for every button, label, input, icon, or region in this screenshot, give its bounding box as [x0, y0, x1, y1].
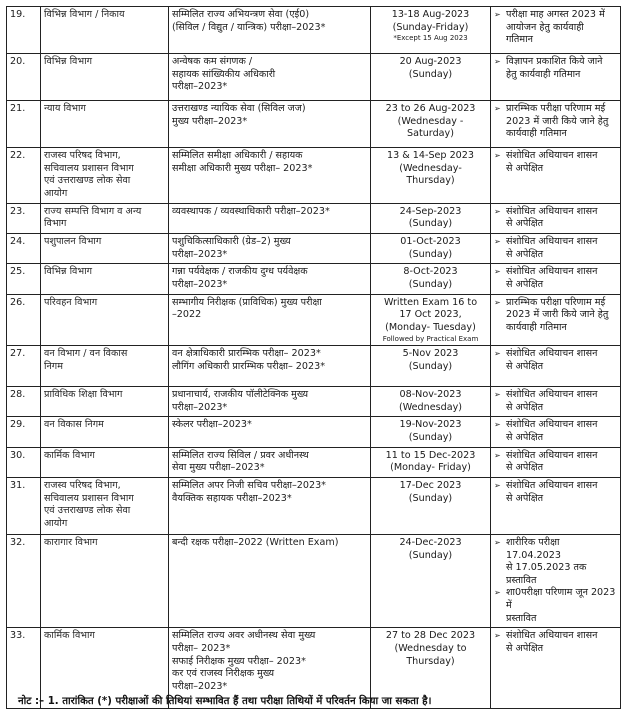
department-line: आयोग — [44, 187, 68, 199]
serial-number: 25. — [7, 264, 41, 294]
department-line: आयोग — [44, 517, 68, 529]
department-cell — [41, 534, 169, 628]
exam-date-line: Written Exam 16 to — [383, 296, 478, 308]
remark-line: परीक्षा माह अगस्त 2023 में — [506, 9, 605, 20]
exam-date-cell — [371, 101, 491, 148]
exam-date-cell — [371, 7, 491, 54]
arrow-bullet-icon: ➢ — [494, 104, 501, 113]
table-row — [7, 203, 621, 233]
table-row — [7, 386, 621, 416]
exam-date-cell — [371, 54, 491, 101]
exam-schedule-body — [7, 7, 621, 709]
remark-text — [506, 389, 617, 414]
exam-date-line: (Wednesday to — [394, 643, 467, 655]
remark-text — [506, 537, 617, 588]
arrow-bullet-icon: ➢ — [494, 10, 501, 19]
exam-name-line: सम्मिलित राज्य अभियन्त्रण सेवा (एई0) — [172, 9, 310, 20]
remark-line: गतिमान — [506, 34, 533, 46]
remark-line: से अपेक्षित — [506, 248, 544, 260]
exam-date-line: (Sunday) — [408, 431, 453, 443]
department-line: विभिन्न विभाग / निकाय — [44, 9, 125, 20]
remarks-cell — [491, 7, 621, 54]
remarks-cell — [491, 386, 621, 416]
remark-line: कार्यवाही गतिमान — [506, 321, 567, 333]
arrow-bullet-icon: ➢ — [494, 348, 501, 358]
remark-line: प्रस्तावित — [506, 612, 537, 624]
department-cell — [41, 345, 169, 386]
exam-date-line: 01-Oct-2023 — [400, 235, 461, 247]
table-row — [7, 294, 621, 345]
exam-name-line: सेवा मुख्य परीक्षा–2023* — [172, 462, 265, 474]
exam-date-line: 19-Nov-2023 — [399, 419, 462, 431]
department-line: पशुपालन विभाग — [44, 235, 102, 247]
exam-name-line: परीक्षा–2023* — [172, 248, 228, 260]
remark-line: से अपेक्षित — [506, 218, 544, 230]
remark-text — [506, 103, 617, 141]
serial-number: 21. — [7, 101, 41, 148]
serial-number: 31. — [7, 477, 41, 534]
exam-name-line: वन क्षेत्राधिकारी प्रारम्भिक परीक्षा– 2023* — [172, 347, 321, 359]
serial-number: 24. — [7, 233, 41, 263]
table-row — [7, 233, 621, 263]
department-cell — [41, 447, 169, 477]
remark-item — [494, 480, 617, 505]
exam-name-line: पशुचिकित्साधिकारी (ग्रेड–2) मुख्य — [172, 235, 291, 247]
remark-text — [506, 450, 617, 475]
remark-line: से अपेक्षित — [506, 401, 544, 413]
remark-item — [494, 150, 617, 175]
exam-date-line: 17-Dec 2023 — [399, 479, 462, 491]
remark-item — [494, 9, 617, 47]
exam-date-line: 13 & 14-Sep 2023 — [386, 150, 474, 161]
table-row — [7, 417, 621, 447]
remark-line: से अपेक्षित — [506, 462, 544, 474]
remark-line: से अपेक्षित — [506, 360, 544, 372]
department-line: वन विकास निगम — [44, 419, 104, 431]
exam-date-line: 24-Sep-2023 — [399, 205, 462, 217]
remark-item — [494, 450, 617, 475]
remark-line: से 17.05.2023 तक प्रस्तावित — [506, 562, 587, 586]
exam-date-note: Followed by Practical Exam — [382, 334, 479, 343]
remark-text — [506, 348, 617, 373]
remark-item — [494, 103, 617, 141]
exam-name-line: सम्मिलित अपर निजी सचिव परीक्षा–2023* — [172, 479, 326, 491]
remarks-cell — [491, 148, 621, 204]
remark-line: से अपेक्षित — [506, 162, 544, 174]
remark-text — [506, 587, 617, 625]
exam-name-line: परीक्षा–2023* — [172, 401, 228, 413]
exam-name-line: मुख्य परीक्षा–2023* — [172, 115, 248, 127]
remark-item — [494, 389, 617, 414]
remark-text — [506, 480, 617, 505]
remark-item — [494, 419, 617, 444]
table-row — [7, 534, 621, 628]
remark-item — [494, 587, 617, 625]
exam-name-line: सम्मिलित समीक्षा अधिकारी / सहायक — [172, 150, 303, 161]
remark-line: से अपेक्षित — [506, 278, 544, 290]
department-line: निगम — [44, 360, 63, 372]
exam-date-cell — [371, 294, 491, 345]
exam-name-line: अन्वेषक कम संगणक / — [172, 56, 253, 67]
exam-name-line: उत्तराखण्ड न्यायिक सेवा (सिविल जज) — [172, 103, 306, 114]
exam-date-line: (Wednesday) — [398, 401, 463, 413]
arrow-bullet-icon: ➢ — [494, 389, 501, 399]
table-row — [7, 101, 621, 148]
remark-item — [494, 537, 617, 588]
exam-date-line: Thursday) — [406, 175, 455, 187]
serial-number: 27. — [7, 345, 41, 386]
exam-date-line: 5-Nov 2023 — [402, 347, 459, 359]
department-line: राज्य सम्पत्ति विभाग व अन्य — [44, 205, 142, 217]
remark-item — [494, 297, 617, 335]
department-cell — [41, 294, 169, 345]
department-cell — [41, 101, 169, 148]
remark-line: संशोधित अधियाचन शासन — [506, 449, 598, 461]
exam-date-line: Thursday) — [406, 655, 455, 667]
exam-name-line: लौगिंग अधिकारी प्रारम्भिक परीक्षा– 2023* — [172, 360, 326, 372]
remarks-cell — [491, 101, 621, 148]
exam-date-cell — [371, 264, 491, 294]
remarks-cell — [491, 534, 621, 628]
exam-name-line: कर एवं राजस्व निरीक्षक मुख्य — [172, 668, 275, 680]
exam-date-line: 8-Oct-2023 — [403, 266, 458, 278]
table-row — [7, 54, 621, 101]
exam-name-cell — [169, 345, 371, 386]
remark-line: से अपेक्षित — [506, 431, 544, 443]
exam-name-cell — [169, 233, 371, 263]
remarks-cell — [491, 54, 621, 101]
remark-line: विज्ञापन प्रकाशित किये जाने — [506, 56, 603, 67]
table-row — [7, 477, 621, 534]
exam-calendar-page — [6, 6, 620, 709]
department-line: परिवहन विभाग — [44, 296, 98, 308]
exam-name-line: –2022 — [172, 309, 202, 321]
exam-name-cell — [169, 447, 371, 477]
exam-date-line: (Wednesday- — [399, 162, 462, 174]
table-row — [7, 264, 621, 294]
remark-item — [494, 206, 617, 231]
remark-text — [506, 150, 617, 175]
exam-date-line: 17 Oct 2023, — [399, 309, 462, 321]
exam-name-cell — [169, 294, 371, 345]
remark-text — [506, 206, 617, 231]
department-cell — [41, 477, 169, 534]
remarks-cell — [491, 294, 621, 345]
remark-line: संशोधित अधियाचन शासन — [506, 235, 598, 247]
exam-date-line: 20 Aug-2023 — [399, 56, 462, 67]
department-line: सचिवालय प्रशासन विभाग — [44, 492, 134, 504]
arrow-bullet-icon: ➢ — [494, 267, 501, 277]
remark-line: संशोधित अधियाचन शासन — [506, 630, 598, 642]
exam-date-line: (Sunday-Friday) — [392, 21, 469, 33]
serial-number: 30. — [7, 447, 41, 477]
exam-date-cell — [371, 477, 491, 534]
arrow-bullet-icon: ➢ — [494, 236, 501, 246]
remark-text — [506, 56, 617, 81]
exam-name-line: सफाई निरीक्षक मुख्य परीक्षा– 2023* — [172, 655, 306, 667]
department-line: न्याय विभाग — [44, 103, 86, 114]
remark-line: प्रारम्भिक परीक्षा परिणाम मई — [506, 103, 606, 114]
exam-date-cell — [371, 148, 491, 204]
department-line: राजस्व परिषद विभाग, — [44, 479, 121, 491]
exam-name-line: परीक्षा–2023* — [172, 81, 228, 93]
exam-name-line: परीक्षा– 2023* — [172, 643, 231, 655]
exam-date-line: (Sunday) — [408, 492, 453, 504]
exam-name-line: बन्दी रक्षक परीक्षा–2022 (Written Exam) — [172, 536, 339, 548]
department-line: प्राविधिक शिक्षा विभाग — [44, 388, 123, 400]
exam-name-line: व्यवस्थापक / व्यवस्थाधिकारी परीक्षा–2023* — [172, 205, 330, 217]
exam-name-cell — [169, 101, 371, 148]
department-line: राजस्व परिषद विभाग, — [44, 150, 121, 161]
table-row — [7, 7, 621, 54]
remark-line: प्रारम्भिक परीक्षा परिणाम मई — [506, 296, 606, 308]
department-cell — [41, 203, 169, 233]
arrow-bullet-icon: ➢ — [494, 537, 501, 547]
remark-line: कार्यवाही गतिमान — [506, 128, 567, 140]
department-line: विभाग — [44, 218, 67, 230]
remark-item — [494, 56, 617, 81]
remarks-cell — [491, 264, 621, 294]
exam-date-note: *Except 15 Aug 2023 — [393, 34, 468, 43]
exam-date-cell — [371, 345, 491, 386]
department-line: वन विभाग / वन विकास — [44, 347, 128, 359]
department-line: विभिन्न विभाग — [44, 266, 93, 278]
exam-name-line: प्रधानाचार्य, राजकीय पॉलीटेक्निक मुख्य — [172, 388, 309, 400]
serial-number: 23. — [7, 203, 41, 233]
remark-line: आयोजन हेतु कार्यवाही — [506, 21, 584, 33]
serial-number: 33. — [7, 628, 41, 709]
serial-number: 26. — [7, 294, 41, 345]
remarks-cell — [491, 477, 621, 534]
exam-date-line: (Monday- Friday) — [390, 462, 471, 474]
exam-name-line: गन्ना पर्यवेक्षक / राजकीय दुग्ध पर्यवेक्षक — [172, 266, 308, 278]
remark-item — [494, 630, 617, 655]
exam-schedule-table — [6, 6, 621, 709]
exam-name-cell — [169, 7, 371, 54]
remark-line: संशोधित अधियाचन शासन — [506, 266, 598, 278]
remark-line: संशोधित अधियाचन शासन — [506, 150, 598, 161]
exam-name-cell — [169, 477, 371, 534]
serial-number: 28. — [7, 386, 41, 416]
remark-line: से अपेक्षित — [506, 643, 544, 655]
department-cell — [41, 148, 169, 204]
remark-line: हेतु कार्यवाही गतिमान — [506, 68, 581, 80]
remark-line: संशोधित अधियाचन शासन — [506, 419, 598, 431]
exam-name-line: सहायक सांख्यिकीय अधिकारी — [172, 68, 276, 80]
remark-line: संशोधित अधियाचन शासन — [506, 205, 598, 217]
department-cell — [41, 233, 169, 263]
remark-line: संशोधित अधियाचन शासन — [506, 388, 598, 400]
remark-item — [494, 348, 617, 373]
exam-name-cell — [169, 386, 371, 416]
remark-text — [506, 630, 617, 655]
arrow-bullet-icon: ➢ — [494, 420, 501, 430]
department-line: एवं उत्तराखण्ड लोक सेवा — [44, 505, 131, 517]
department-cell — [41, 264, 169, 294]
department-cell — [41, 417, 169, 447]
exam-date-line: 08-Nov-2023 — [399, 388, 462, 400]
serial-number: 29. — [7, 417, 41, 447]
department-line: विभिन्न विभाग — [44, 56, 93, 67]
department-line: कार्मिक विभाग — [44, 630, 95, 642]
department-cell — [41, 54, 169, 101]
department-line: कार्मिक विभाग — [44, 449, 95, 461]
remark-line: 2023 में जारी किये जाने हेतु — [506, 115, 609, 127]
serial-number: 32. — [7, 534, 41, 628]
remark-line: संशोधित अधियाचन शासन — [506, 347, 598, 359]
arrow-bullet-icon: ➢ — [494, 450, 501, 460]
arrow-bullet-icon: ➢ — [494, 588, 501, 598]
exam-name-line: सम्मिलित राज्य सिविल / प्रवर अधीनस्थ — [172, 449, 309, 461]
remark-line: 2023 में जारी किये जाने हेतु — [506, 309, 609, 321]
exam-name-cell — [169, 417, 371, 447]
exam-date-line: (Sunday) — [408, 549, 453, 561]
exam-date-cell — [371, 534, 491, 628]
table-row — [7, 148, 621, 204]
remarks-cell — [491, 233, 621, 263]
exam-date-cell — [371, 417, 491, 447]
department-line: कारागार विभाग — [44, 536, 98, 548]
exam-name-line: परीक्षा–2023* — [172, 278, 228, 290]
remarks-cell — [491, 447, 621, 477]
exam-name-cell — [169, 264, 371, 294]
exam-date-line: (Sunday) — [408, 248, 453, 260]
table-row — [7, 345, 621, 386]
arrow-bullet-icon: ➢ — [494, 480, 501, 490]
department-line: एवं उत्तराखण्ड लोक सेवा — [44, 175, 131, 187]
remark-text — [506, 9, 617, 47]
exam-date-line: (Wednesday - — [397, 115, 464, 127]
exam-date-cell — [371, 203, 491, 233]
department-cell — [41, 386, 169, 416]
department-cell — [41, 7, 169, 54]
remark-text — [506, 266, 617, 291]
exam-date-line: (Monday- Tuesday) — [385, 321, 476, 333]
exam-date-line: (Sunday) — [408, 278, 453, 290]
exam-name-line: परीक्षा–2023* — [172, 681, 228, 693]
remark-line: शारीरिक परीक्षा 17.04.2023 — [506, 536, 561, 561]
remark-line: शा0परीक्षा परिणाम जून 2023 में — [506, 587, 616, 612]
remark-line: संशोधित अधियाचन शासन — [506, 479, 598, 491]
exam-date-line: 27 to 28 Dec 2023 — [385, 630, 476, 642]
remark-line: से अपेक्षित — [506, 492, 544, 504]
remark-item — [494, 266, 617, 291]
exam-date-cell — [371, 233, 491, 263]
exam-date-line: 23 to 26 Aug-2023 — [385, 103, 476, 114]
exam-date-line: 24-Dec-2023 — [399, 536, 462, 548]
exam-date-line: Saturday) — [407, 128, 454, 140]
exam-name-cell — [169, 203, 371, 233]
exam-name-line: सम्मिलित राज्य अवर अधीनस्थ सेवा मुख्य — [172, 630, 316, 642]
arrow-bullet-icon: ➢ — [494, 206, 501, 216]
exam-name-cell — [169, 54, 371, 101]
exam-name-line: सम्भागीय निरीक्षक (प्राविधिक) मुख्य परीक्षा — [172, 296, 322, 308]
exam-date-cell — [371, 447, 491, 477]
exam-date-line: (Sunday) — [408, 68, 453, 80]
arrow-bullet-icon: ➢ — [494, 151, 501, 160]
exam-date-line: (Sunday) — [408, 360, 453, 372]
remark-text — [506, 419, 617, 444]
exam-name-cell — [169, 148, 371, 204]
exam-date-line: 13-18 Aug-2023 — [391, 9, 470, 20]
remark-text — [506, 236, 617, 261]
table-row — [7, 447, 621, 477]
serial-number: 19. — [7, 7, 41, 54]
exam-name-line: स्केलर परीक्षा–2023* — [172, 419, 252, 431]
exam-date-cell — [371, 386, 491, 416]
remarks-cell — [491, 417, 621, 447]
exam-date-line: 11 to 15 Dec-2023 — [385, 449, 476, 461]
arrow-bullet-icon: ➢ — [494, 631, 501, 641]
serial-number: 20. — [7, 54, 41, 101]
arrow-bullet-icon: ➢ — [494, 57, 501, 66]
exam-name-line: (सिविल / विद्युत / यान्त्रिक) परीक्षा–2023* — [172, 21, 326, 33]
remarks-cell — [491, 345, 621, 386]
exam-name-line: समीक्षा अधिकारी मुख्य परीक्षा– 2023* — [172, 162, 313, 174]
remark-item — [494, 236, 617, 261]
exam-name-line: वैयक्तिक सहायक परीक्षा–2023* — [172, 492, 292, 504]
remarks-cell — [491, 203, 621, 233]
footnote: नोट :– 1. तारांकित (*) परीक्षाओं की तिथियां सम्भावित हैं तथा परीक्षा तिथियों में परिवर्तन किया जा सकता है। — [18, 696, 432, 707]
serial-number: 22. — [7, 148, 41, 204]
remarks-cell — [491, 628, 621, 709]
exam-date-line: (Sunday) — [408, 218, 453, 230]
exam-name-cell — [169, 534, 371, 628]
department-line: सचिवालय प्रशासन विभाग — [44, 162, 134, 174]
arrow-bullet-icon: ➢ — [494, 297, 501, 307]
remark-text — [506, 297, 617, 335]
